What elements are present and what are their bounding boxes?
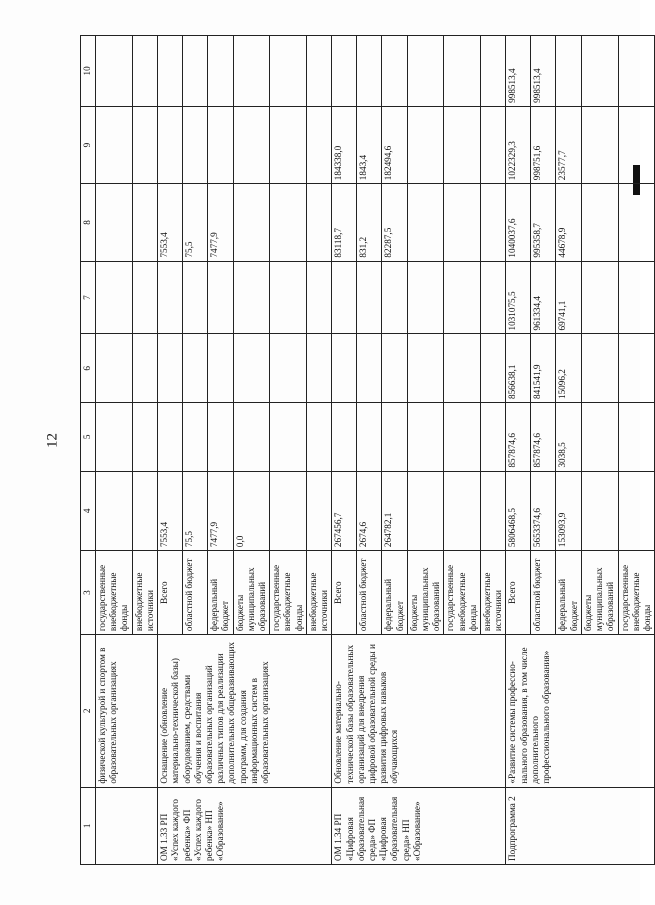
- amount-cell: [158, 334, 183, 403]
- header-cell: 6: [81, 334, 96, 403]
- amount-cell: [618, 184, 655, 261]
- amount-cell: [581, 106, 618, 183]
- amount-cell: 267456,7: [332, 471, 357, 551]
- amount-cell: [208, 261, 233, 334]
- amount-cell: 857874,6: [506, 403, 531, 472]
- amount-cell: [233, 184, 270, 261]
- funding-source-cell: областной бюджет: [531, 551, 556, 635]
- amount-cell: [306, 106, 331, 183]
- amount-cell: 83118,7: [332, 184, 357, 261]
- amount-cell: [618, 261, 655, 334]
- amount-cell: [618, 334, 655, 403]
- amount-cell: 75,5: [183, 471, 208, 551]
- amount-cell: 1022329,3: [506, 106, 531, 183]
- amount-cell: [444, 334, 481, 403]
- amount-cell: [332, 334, 357, 403]
- amount-cell: [382, 403, 407, 472]
- amount-cell: [270, 36, 307, 107]
- amount-cell: [306, 403, 331, 472]
- amount-cell: [96, 334, 133, 403]
- amount-cell: [407, 471, 444, 551]
- funding-source-cell: государственные внебюджетные фонды: [618, 551, 655, 635]
- amount-cell: [581, 184, 618, 261]
- funding-source-cell: Всего: [332, 551, 357, 635]
- amount-cell: [481, 471, 506, 551]
- amount-cell: [481, 403, 506, 472]
- amount-cell: 15096,2: [556, 334, 581, 403]
- amount-cell: 995358,7: [531, 184, 556, 261]
- amount-cell: [270, 184, 307, 261]
- amount-cell: 44678,9: [556, 184, 581, 261]
- amount-cell: [270, 334, 307, 403]
- amount-cell: [183, 403, 208, 472]
- funding-source-cell: внебюджетные источники: [132, 551, 157, 635]
- amount-cell: [233, 261, 270, 334]
- funding-source-cell: бюджеты муниципальных образований: [581, 551, 618, 635]
- amount-cell: [233, 106, 270, 183]
- amount-cell: 3038,5: [556, 403, 581, 472]
- header-cell: 1: [81, 787, 96, 864]
- amount-cell: [382, 261, 407, 334]
- amount-cell: [382, 36, 407, 107]
- amount-cell: [407, 106, 444, 183]
- amount-cell: 857874,6: [531, 403, 556, 472]
- amount-cell: [270, 106, 307, 183]
- amount-cell: [444, 106, 481, 183]
- amount-cell: [444, 403, 481, 472]
- amount-cell: [270, 261, 307, 334]
- funding-source-cell: федеральный бюджет: [556, 551, 581, 635]
- amount-cell: [270, 403, 307, 472]
- amount-cell: [270, 471, 307, 551]
- amount-cell: [481, 106, 506, 183]
- funding-source-cell: областной бюджет: [183, 551, 208, 635]
- header-row: [81, 36, 96, 865]
- amount-cell: 841541,9: [531, 334, 556, 403]
- amount-cell: 856638,1: [506, 334, 531, 403]
- amount-cell: [382, 334, 407, 403]
- amount-cell: 7553,4: [158, 471, 183, 551]
- amount-cell: [481, 184, 506, 261]
- amount-cell: [556, 36, 581, 107]
- funding-source-cell: государственные внебюджетные фонды: [444, 551, 481, 635]
- amount-cell: 82287,5: [382, 184, 407, 261]
- amount-cell: [306, 471, 331, 551]
- program-code-cell: Подпрограмма 2: [506, 787, 655, 864]
- amount-cell: [357, 334, 382, 403]
- amount-cell: [332, 403, 357, 472]
- funding-source-cell: государственные внебюджетные фонды: [96, 551, 133, 635]
- page-number: 12: [44, 433, 61, 448]
- amount-cell: [233, 403, 270, 472]
- amount-cell: [407, 261, 444, 334]
- amount-cell: 2674,6: [357, 471, 382, 551]
- amount-cell: [132, 471, 157, 551]
- funding-source-cell: внебюджетные источники: [306, 551, 331, 635]
- funding-source-cell: областной бюджет: [357, 551, 382, 635]
- amount-cell: 75,5: [183, 184, 208, 261]
- amount-cell: [618, 36, 655, 107]
- program-code-cell: ОМ 1.34 РП «Цифровая образовательная среда» ФП «Цифровая образовательная среда» НП «Образование»: [332, 787, 506, 864]
- header-cell: 3: [81, 551, 96, 635]
- amount-cell: [481, 261, 506, 334]
- program-code-cell: [96, 787, 158, 864]
- header-cell: 10: [81, 36, 96, 107]
- amount-cell: [96, 471, 133, 551]
- amount-cell: [96, 261, 133, 334]
- amount-cell: [132, 184, 157, 261]
- amount-cell: [444, 36, 481, 107]
- amount-cell: [407, 36, 444, 107]
- funding-source-cell: внебюджетные источники: [481, 551, 506, 635]
- amount-cell: [158, 403, 183, 472]
- amount-cell: [233, 36, 270, 107]
- funding-source-cell: бюджеты муниципальных образований: [233, 551, 270, 635]
- amount-cell: [444, 471, 481, 551]
- amount-cell: 153093,9: [556, 471, 581, 551]
- amount-cell: [332, 261, 357, 334]
- header-cell: 5: [81, 403, 96, 472]
- amount-cell: 1843,4: [357, 106, 382, 183]
- amount-cell: [132, 334, 157, 403]
- amount-cell: [306, 261, 331, 334]
- funding-source-cell: Всего: [506, 551, 531, 635]
- amount-cell: [357, 36, 382, 107]
- program-code-cell: ОМ 1.33 РП «Успех каждого ребенка» ФП «Успех каждого ребенка» НП «Образование»: [158, 787, 332, 864]
- amount-cell: [132, 106, 157, 183]
- amount-cell: [306, 36, 331, 107]
- amount-cell: [618, 106, 655, 183]
- amount-cell: 5653374,6: [531, 471, 556, 551]
- amount-cell: [208, 106, 233, 183]
- table-row: [96, 36, 133, 865]
- amount-cell: 1031075,5: [506, 261, 531, 334]
- table-row: [158, 36, 183, 865]
- amount-cell: [183, 334, 208, 403]
- header-cell: 9: [81, 106, 96, 183]
- header-cell: 4: [81, 471, 96, 551]
- amount-cell: [96, 403, 133, 472]
- amount-cell: [96, 106, 133, 183]
- amount-cell: 184338,0: [332, 106, 357, 183]
- amount-cell: [132, 403, 157, 472]
- amount-cell: [208, 403, 233, 472]
- program-name-cell: «Развитие системы профессио-нального образования, в том числе дополнительного профессионального образования»: [506, 635, 655, 788]
- amount-cell: [618, 471, 655, 551]
- table-row: [332, 36, 357, 865]
- amount-cell: 264782,1: [382, 471, 407, 551]
- header-cell: 2: [81, 635, 96, 788]
- amount-cell: 831,2: [357, 184, 382, 261]
- amount-cell: 7553,4: [158, 184, 183, 261]
- amount-cell: [158, 261, 183, 334]
- funding-source-cell: федеральный бюджет: [382, 551, 407, 635]
- amount-cell: 23577,7: [556, 106, 581, 183]
- funding-source-cell: бюджеты муниципальных образований: [407, 551, 444, 635]
- amount-cell: 961334,4: [531, 261, 556, 334]
- table-body: [96, 36, 655, 865]
- amount-cell: 998751,6: [531, 106, 556, 183]
- program-name-cell: Обновление материально-технической базы образовательных организаций для внедрения цифровой образовательной среды и развития цифровых навыков обучающихся: [332, 635, 506, 788]
- amount-cell: [183, 106, 208, 183]
- amount-cell: [581, 471, 618, 551]
- amount-cell: 7477,9: [208, 471, 233, 551]
- amount-cell: [233, 334, 270, 403]
- rotated-table-container: [80, 35, 652, 865]
- header-cell: 7: [81, 261, 96, 334]
- amount-cell: 1040037,6: [506, 184, 531, 261]
- amount-cell: [581, 403, 618, 472]
- header-cell: 8: [81, 184, 96, 261]
- amount-cell: [306, 184, 331, 261]
- program-name-cell: Оснащение (обновление материально-технической базы) оборудованием, средствами обучения и воспитания образовательных организаций различных типов для реализации дополнительных общеразвивающих программ, для создания информационных систем в образовательных организациях: [158, 635, 332, 788]
- amount-cell: [332, 36, 357, 107]
- amount-cell: [444, 184, 481, 261]
- amount-cell: [407, 403, 444, 472]
- amount-cell: 0,0: [233, 471, 270, 551]
- amount-cell: [444, 261, 481, 334]
- table-row: [506, 36, 531, 865]
- amount-cell: [158, 106, 183, 183]
- amount-cell: [581, 36, 618, 107]
- program-name-cell: физической культурой и спортом в образовательных организациях: [96, 635, 158, 788]
- amount-cell: 5806468,5: [506, 471, 531, 551]
- funding-source-cell: государственные внебюджетные фонды: [270, 551, 307, 635]
- amount-cell: [183, 36, 208, 107]
- funding-source-cell: Всего: [158, 551, 183, 635]
- amount-cell: [481, 334, 506, 403]
- amount-cell: 7477,9: [208, 184, 233, 261]
- amount-cell: [208, 334, 233, 403]
- amount-cell: [158, 36, 183, 107]
- amount-cell: [407, 184, 444, 261]
- amount-cell: [132, 36, 157, 107]
- amount-cell: 998513,4: [531, 36, 556, 107]
- amount-cell: [581, 261, 618, 334]
- amount-cell: 69741,1: [556, 261, 581, 334]
- amount-cell: [481, 36, 506, 107]
- amount-cell: [183, 261, 208, 334]
- amount-cell: [208, 36, 233, 107]
- amount-cell: [581, 334, 618, 403]
- amount-cell: [96, 36, 133, 107]
- amount-cell: [96, 184, 133, 261]
- amount-cell: [407, 334, 444, 403]
- amount-cell: [357, 403, 382, 472]
- funding-source-cell: федеральный бюджет: [208, 551, 233, 635]
- amount-cell: [357, 261, 382, 334]
- amount-cell: 998513,4: [506, 36, 531, 107]
- amount-cell: [132, 261, 157, 334]
- amount-cell: [306, 334, 331, 403]
- amount-cell: [618, 403, 655, 472]
- amount-cell: 182494,6: [382, 106, 407, 183]
- budget-table: [80, 35, 655, 865]
